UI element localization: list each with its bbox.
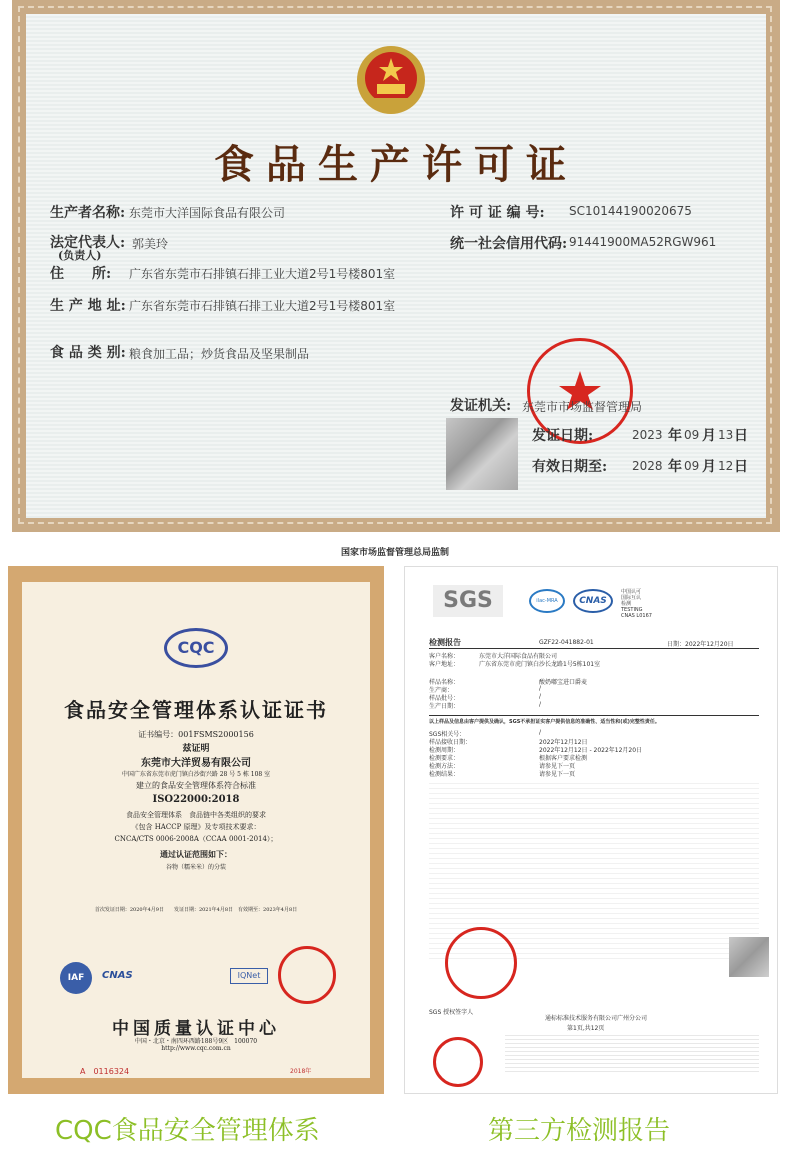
sgs-report — [404, 566, 778, 1094]
cqc-prove: 兹证明 — [182, 744, 210, 754]
disclaimer: 以上样品及信息由客户提供及确认，SGS不承担证实客户提供信息的准确性、适当性和(或)完整性责任。 — [429, 719, 660, 725]
client-name-label: 客户名称： — [429, 653, 460, 660]
cqc-url: http://www.cqc.com.cn — [161, 1045, 231, 1052]
category-value: 粮食加工品；炒货食品及坚果制品 — [129, 347, 310, 361]
issue-month-char: 月 — [702, 428, 716, 444]
cqc-dates: 首次发证日期：2020年4月9日 发证日期：2021年4月8日 有效期至：2023年4月8日 — [94, 907, 298, 913]
client-name: 东莞市大洋国际食品有限公司 — [479, 653, 558, 660]
site-value: 广东省东莞市石排镇石排工业大道2号1号楼801室 — [129, 299, 396, 313]
report-no: GZF22-041882-01 — [539, 639, 594, 646]
producer-label: 生产者名称: — [50, 205, 126, 221]
method-label: 检测方法： — [429, 763, 460, 770]
issue-month: 09 — [684, 428, 700, 442]
page-no: 第1页,共12页 — [567, 1025, 605, 1032]
ilac-logo: ilac-MRA — [529, 589, 565, 613]
signer: SGS 授权签字人 — [429, 1009, 474, 1016]
client-address-label: 客户地址： — [429, 661, 460, 668]
result-label: 检测结果： — [429, 771, 460, 778]
received-label: 样品接收日期： — [429, 739, 472, 746]
cqc-established: 建立的食品安全管理体系符合标准 — [136, 781, 256, 790]
cqc-standard: ISO22000:2018 — [152, 794, 240, 805]
permit-no-label: 许 可 证 编 号: — [450, 205, 545, 221]
valid-year-char: 年 — [668, 459, 682, 475]
disclaimer-rule — [429, 715, 759, 716]
cqc-issuer-address: 中国・北京・南四环西路188号9区 100070 — [134, 1038, 258, 1045]
test-req-value: 根据客户要求检测 — [539, 755, 588, 762]
valid-year: 2028 — [632, 459, 663, 473]
cqc-logo: CQC — [164, 628, 228, 668]
method-value: 请参见下一页 — [539, 763, 576, 770]
report-date: 日期：2022年12月20日 — [667, 641, 734, 648]
cqc-year: 2018年 — [290, 1068, 312, 1075]
result-value: 请参见下一页 — [539, 771, 576, 778]
sgs-ref-value: / — [539, 729, 542, 736]
batch-value: / — [539, 693, 542, 700]
prod-date-value: / — [539, 701, 542, 708]
test-period-value: 2022年12月12日 - 2022年12月20日 — [539, 747, 643, 754]
issuer-label: 发证机关: — [450, 398, 512, 414]
caption-cqc: CQC食品安全管理体系 — [55, 1116, 320, 1146]
producer-label: 生产商： — [429, 687, 454, 694]
cnas-logo: CNAS — [102, 970, 133, 981]
iaf-logo: IAF — [60, 962, 92, 994]
terms-fine-print — [505, 1035, 759, 1075]
cnas-caption: 中国认可 国际互认 检测 TESTING CNAS L0167 — [621, 589, 652, 619]
legal-rep-label: 法定代表人: — [50, 235, 126, 251]
iqnet-logo: IQNet — [230, 968, 268, 984]
license-frame — [12, 0, 780, 532]
sgs-seal — [445, 927, 517, 999]
sgs-logo: SGS — [433, 585, 503, 617]
cqc-scope-title: 通过认证范围如下： — [160, 849, 232, 859]
batch-label: 样品批号： — [429, 695, 460, 702]
supervision-note: 国家市场监督管理总局监制 — [340, 548, 449, 558]
issue-day: 13 — [718, 428, 734, 442]
license-title: 食品生产许可证 — [214, 141, 578, 188]
cqc-certificate — [8, 566, 384, 1094]
credit-code-value: 91441900MA52RGW961 — [569, 235, 717, 249]
issue-date-label: 发证日期: — [532, 428, 594, 444]
prod-date-label: 生产日期： — [429, 703, 460, 710]
cqc-issuer: 中国质量认证中心 — [112, 1019, 280, 1039]
residence-value: 广东省东莞市石排镇石排工业大道2号1号楼801室 — [129, 267, 396, 281]
credit-code-label: 统一社会信用代码: — [450, 236, 568, 252]
valid-month-char: 月 — [702, 459, 716, 475]
cqc-req1: 食品安全管理体系 食品链中各类组织的要求 — [126, 811, 266, 819]
site-label: 生 产 地 址: — [50, 298, 126, 314]
blurred-qr-code — [446, 418, 518, 490]
valid-day: 12 — [718, 459, 734, 473]
sgs-company: 通标标准技术服务有限公司广州分公司 — [545, 1015, 648, 1022]
cqc-scope: 谷物（糯米米）的分装 — [165, 864, 226, 871]
received-value: 2022年12月12日 — [539, 739, 588, 746]
valid-day-char: 日 — [734, 459, 748, 475]
test-req-label: 检测要求： — [429, 755, 460, 762]
legal-rep-sub-label: (负责人) — [58, 249, 102, 262]
permit-no-value: SC10144190020675 — [569, 204, 692, 218]
issue-year-char: 年 — [668, 428, 682, 444]
inspection-seal — [433, 1037, 483, 1087]
cqc-address: 中国广东省东莞市虎门镇白沙街兴路 28 号 5 栋 108 室 — [121, 771, 271, 778]
caption-test-report: 第三方检测报告 — [488, 1116, 671, 1146]
issuer-value: 东莞市市场监督管理局 — [522, 400, 643, 414]
cqc-serial: A 0116324 — [80, 1067, 130, 1076]
report-divider — [429, 648, 759, 649]
sample-value: 酸奶嘟宝进口爵麦 — [539, 679, 588, 686]
sgs-ref-label: SGS相关号： — [429, 731, 466, 738]
cqc-cert-no: 证书编号：001FSMS2000156 — [138, 730, 254, 739]
cqc-company: 东莞市大洋贸易有限公司 — [141, 758, 251, 769]
cqc-title: 食品安全管理体系认证证书 — [64, 698, 328, 722]
valid-month: 09 — [684, 459, 700, 473]
national-emblem-icon — [355, 44, 427, 116]
issue-year: 2023 — [632, 428, 663, 442]
residence-label: 住 所: — [50, 266, 112, 282]
issue-day-char: 日 — [734, 428, 748, 444]
client-address: 广东省东莞市虎门镇白沙长龙路1号5栋101室 — [479, 661, 601, 668]
cqc-req2: 《包含 HACCP 原理》及专项技术要求： — [131, 823, 261, 831]
cqc-seal — [278, 946, 336, 1004]
cqc-req3: CNCA/CTS 0006-2008A（CCAA 0001-2014）； — [114, 835, 278, 843]
test-period-label: 检测周期： — [429, 747, 460, 754]
blurred-qr-code — [729, 937, 769, 977]
category-label: 食 品 类 别: — [50, 345, 126, 361]
producer-value: / — [539, 685, 542, 692]
sample-label: 样品名称： — [429, 679, 460, 686]
valid-label: 有效日期至: — [532, 459, 608, 475]
legal-rep-value: 郭美玲 — [132, 237, 169, 251]
producer-value: 东莞市大洋国际食品有限公司 — [129, 206, 286, 220]
cnas-logo: CNAS — [573, 589, 613, 613]
report-title: 检测报告 — [429, 638, 461, 647]
